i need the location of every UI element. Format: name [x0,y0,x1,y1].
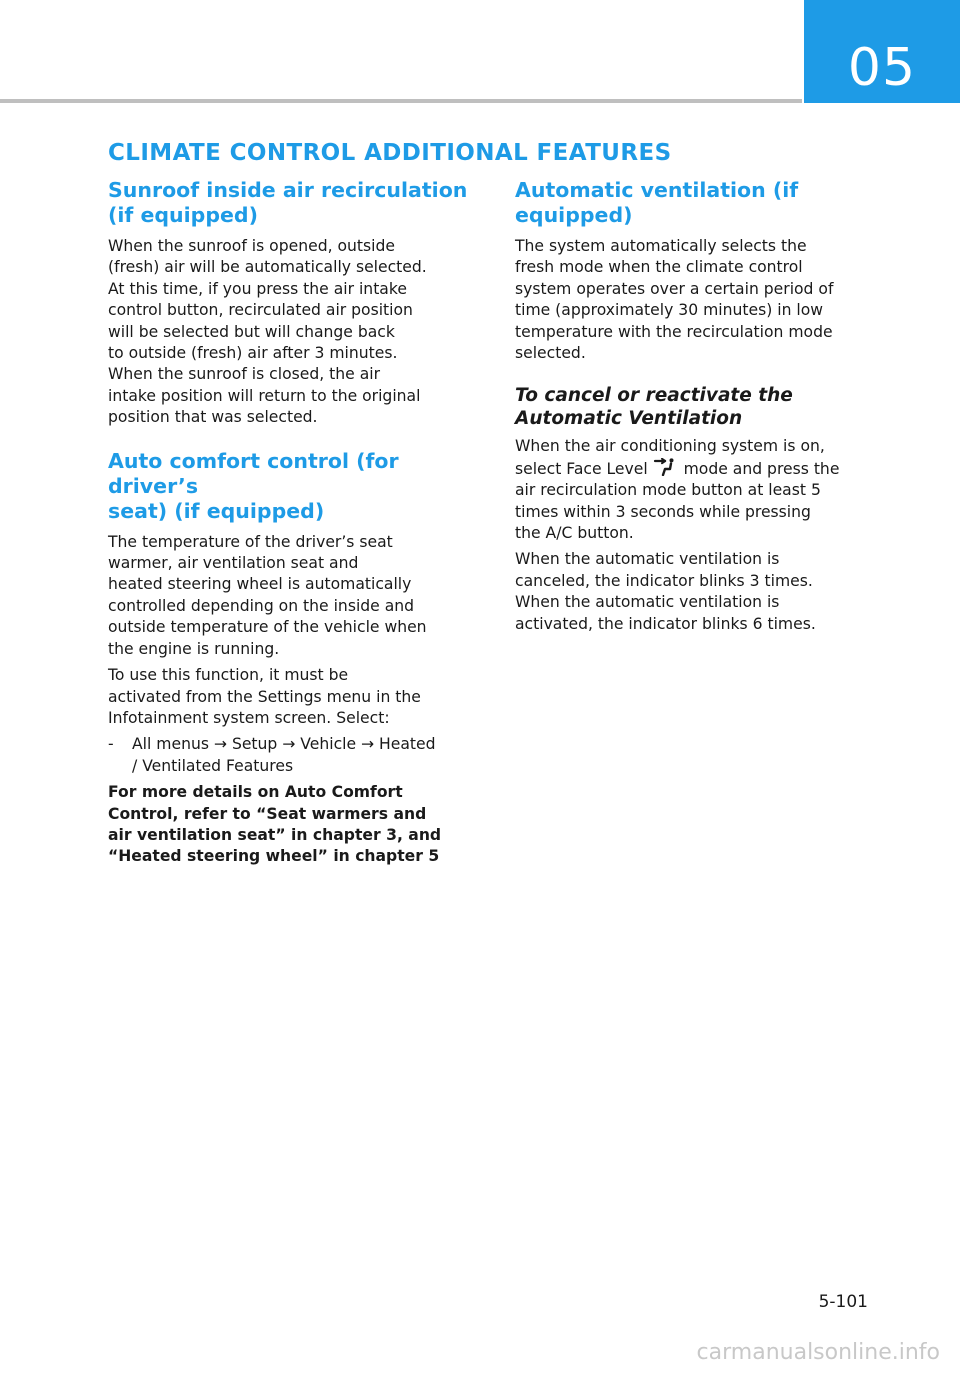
left-column [108,178,484,868]
text-line: activated from the Settings menu in the [108,687,421,706]
text-line: control button, recirculated air position [108,301,413,320]
heading-auto-comfort-line2: seat) (if equipped) [108,498,325,523]
text-line: “Heated steering wheel” in chapter 5 [108,847,440,866]
text-line: activated, the indicator blinks 6 times. [515,614,816,633]
text-line: air ventilation seat” in chapter 3, and [108,825,442,844]
header-rule [0,99,802,103]
right-column [515,178,885,635]
text-line: (fresh) air will be automatically selected. [108,258,427,277]
heading-auto-comfort-line1: Auto comfort control (for driver’s [108,448,399,498]
heading-auto-ventilation-line2: equipped) [515,203,633,227]
auto-ventilation-paragraph [515,236,885,364]
watermark: carmanualsonline.info [696,1340,940,1365]
text-line: to outside (fresh) air after 3 minutes. [108,344,398,363]
menu-path-bullet [108,734,484,777]
menu-path-text [132,734,484,777]
sunroof-paragraph [108,236,484,429]
text-line: outside temperature of the vehicle when [108,618,427,637]
text-line: intake position will return to the original [108,386,421,405]
text-line: When the automatic ventilation is [515,550,780,569]
text-line: the A/C button. [515,524,634,543]
text-line: fresh mode when the climate control [515,258,803,277]
text-line: air recirculation mode button at least 5 [515,481,821,500]
text-line: time (approximately 30 minutes) in low [515,301,824,320]
text-line: will be selected but will change back [108,322,395,341]
text-line: the engine is running. [108,639,280,658]
text-line: At this time, if you press the air intake [108,279,407,298]
chapter-tab [804,0,960,103]
text-line: For more details on Auto Comfort [108,783,403,802]
auto-comfort-paragraph-2 [108,665,484,729]
cancel-paragraph-1 [515,436,885,544]
chapter-number: 05 [847,38,917,98]
text-line: The temperature of the driver’s seat [108,532,393,551]
text-line: When the automatic ventilation is [515,593,780,612]
text-line: Control, refer to “Seat warmers and [108,804,427,823]
auto-comfort-reference [108,782,484,868]
heading-sunroof-line2: (if equipped) [108,203,258,227]
text-line: times within 3 seconds while pressing [515,502,811,521]
text-fragment: mode and press the [678,459,840,478]
heading-cancel-reactivate [515,384,885,430]
text-line: position that was selected. [108,408,318,427]
text-line: / Ventilated Features [132,756,294,775]
heading-sunroof [108,178,484,228]
text-line: temperature with the recirculation mode [515,322,833,341]
text-line: controlled depending on the inside and [108,596,415,615]
text-line: The system automatically selects the [515,237,807,255]
text-line: To use this function, it must be [108,666,349,685]
section-title: CLIMATE CONTROL ADDITIONAL FEATURES [108,140,672,166]
text-line: canceled, the indicator blinks 3 times. [515,571,813,590]
text-line: When the sunroof is opened, outside [108,237,395,255]
text-line: When the air conditioning system is on, [515,437,825,456]
page-number: 5-101 [818,1292,868,1312]
text-line: heated steering wheel is automatically [108,575,412,594]
heading-auto-comfort [108,449,484,524]
heading-cancel-line2: Automatic Ventilation [515,408,743,430]
heading-cancel-line1: To cancel or reactivate the [515,385,793,407]
bullet-dash: - [108,735,114,754]
text-line: All menus → Setup → Vehicle → Heated [132,735,436,754]
auto-comfort-paragraph-1 [108,532,484,660]
text-line: warmer, air ventilation seat and [108,554,359,573]
cancel-paragraph-2 [515,549,885,635]
text-line: When the sunroof is closed, the air [108,365,381,384]
heading-auto-ventilation-line1: Automatic ventilation (if [515,178,799,202]
text-fragment: select Face Level [515,459,653,478]
text-line: Infotainment system screen. Select: [108,708,390,727]
face-level-icon [653,458,679,476]
text-line: system operates over a certain period of [515,279,834,298]
heading-sunroof-line1: Sunroof inside air recirculation [108,178,468,202]
heading-auto-ventilation [515,178,885,228]
text-line: selected. [515,344,586,363]
